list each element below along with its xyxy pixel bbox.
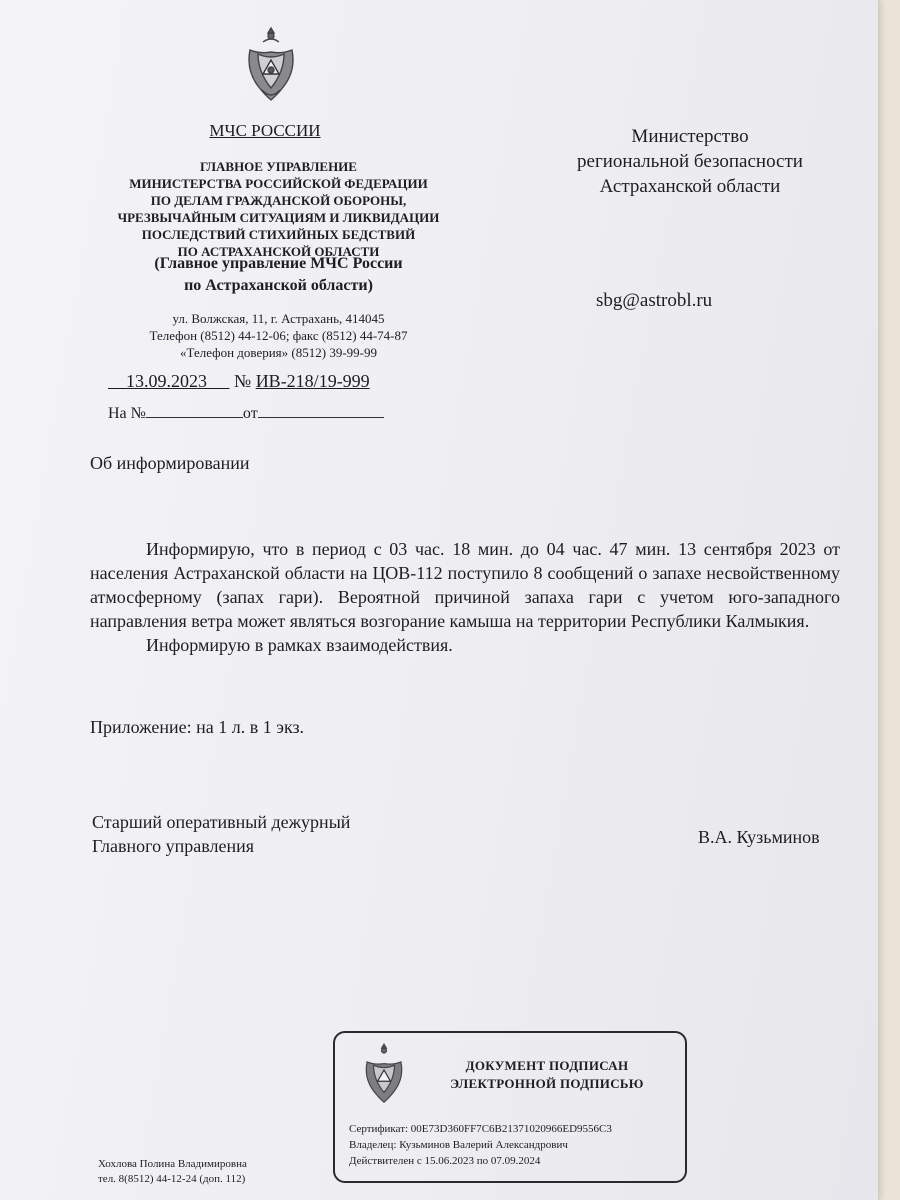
mchs-emblem-icon — [244, 24, 298, 106]
org-short-paren — [60, 253, 497, 297]
signer-name: В.А. Кузьминов — [698, 827, 820, 847]
recipient-block — [490, 124, 890, 199]
ref-date-blank — [258, 403, 384, 418]
reg-number: ИВ-218/19-999 — [255, 371, 370, 391]
esig-details — [349, 1121, 612, 1169]
subject-line: Об информировании — [90, 453, 250, 473]
body-paragraph: Информирую в рамках взаимодействия. — [146, 635, 453, 655]
esig-validity: Действителен с 15.06.2023 по 07.09.2024 — [349, 1155, 541, 1167]
mchs-emblem-icon — [359, 1041, 409, 1107]
ref-number-blank — [146, 403, 243, 418]
signer-position-line: Старший оперативный дежурный — [92, 812, 351, 832]
org-full-line: ГЛАВНОЕ УПРАВЛЕНИЕ — [200, 159, 357, 174]
letter-body — [90, 537, 840, 657]
hotline-line: «Телефон доверия» (8512) 39-99-99 — [180, 345, 377, 360]
org-full-line: ПОСЛЕДСТВИЙ СТИХИЙНЫХ БЕДСТВИЙ — [141, 227, 416, 242]
ref-from-label: от — [242, 405, 258, 422]
esig-title-line: ДОКУМЕНТ ПОДПИСАН — [465, 1058, 629, 1073]
recipient-line: Астраханской области — [599, 176, 781, 197]
esig-title-line: ЭЛЕКТРОННОЙ ПОДПИСЬЮ — [450, 1076, 644, 1091]
org-full-line: ПО ДЕЛАМ ГРАЖДАНСКОЙ ОБОРОНЫ, — [150, 193, 407, 208]
signer-position-line: Главного управления — [92, 836, 254, 856]
reg-date: 13.09.2023 — [126, 371, 207, 391]
org-full-line: ПО АСТРАХАНСКОЙ ОБЛАСТИ — [177, 244, 380, 259]
address-line: ул. Волжская, 11, г. Астрахань, 414045 — [172, 311, 385, 326]
org-paren-line: по Астраханской области) — [184, 277, 373, 294]
recipient-line: региональной безопасности — [577, 151, 803, 172]
executor-name: Хохлова Полина Владимировна — [98, 1158, 247, 1170]
recipient-email: sbg@astrobl.ru — [596, 290, 713, 311]
attachment-note: Приложение: на 1 л. в 1 экз. — [90, 717, 305, 737]
executor-phone: тел. 8(8512) 44-12-24 (доп. 112) — [98, 1173, 246, 1185]
org-full-name — [60, 158, 497, 260]
org-full-line: МИНИСТЕРСТВА РОССИЙСКОЙ ФЕДЕРАЦИИ — [129, 176, 428, 191]
org-short-name: МЧС РОССИИ — [209, 121, 321, 140]
org-address — [60, 310, 497, 361]
org-full-line: ЧРЕЗВЫЧАЙНЫМ СИТУАЦИЯМ И ЛИКВИДАЦИИ — [117, 210, 440, 225]
reg-number-label: № — [234, 371, 252, 391]
ref-label: На № — [108, 405, 146, 422]
body-paragraph: Информирую, что в период с 03 час. 18 мин. до 04 час. 47 мин. 13 сентября 2023 от населения Астраханской области на ЦОВ-112 поступило 8 сообщений о запахе несвойственному атмосферному (запах гари). Вероятной причиной запаха гари с учетом юго-западного направления ветра может являться возгорание камыша на территории Республики Калмыкия. — [90, 539, 840, 631]
esig-title — [427, 1057, 667, 1093]
reference-line — [108, 403, 384, 423]
org-paren-line: (Главное управление МЧС России — [154, 255, 403, 272]
recipient-line: Министерство — [631, 126, 749, 147]
electronic-signature-stamp — [333, 1031, 687, 1183]
esig-certificate: Сертификат: 00E73D360FF7C6B21371020966ED9556C3 — [349, 1123, 612, 1135]
registration-line — [108, 371, 370, 392]
esig-owner: Владелец: Кузьминов Валерий Александрович — [349, 1139, 568, 1151]
signer-position — [92, 810, 350, 858]
executor-info — [98, 1157, 247, 1187]
phone-fax-line: Телефон (8512) 44-12-06; факс (8512) 44-74-87 — [149, 328, 408, 343]
